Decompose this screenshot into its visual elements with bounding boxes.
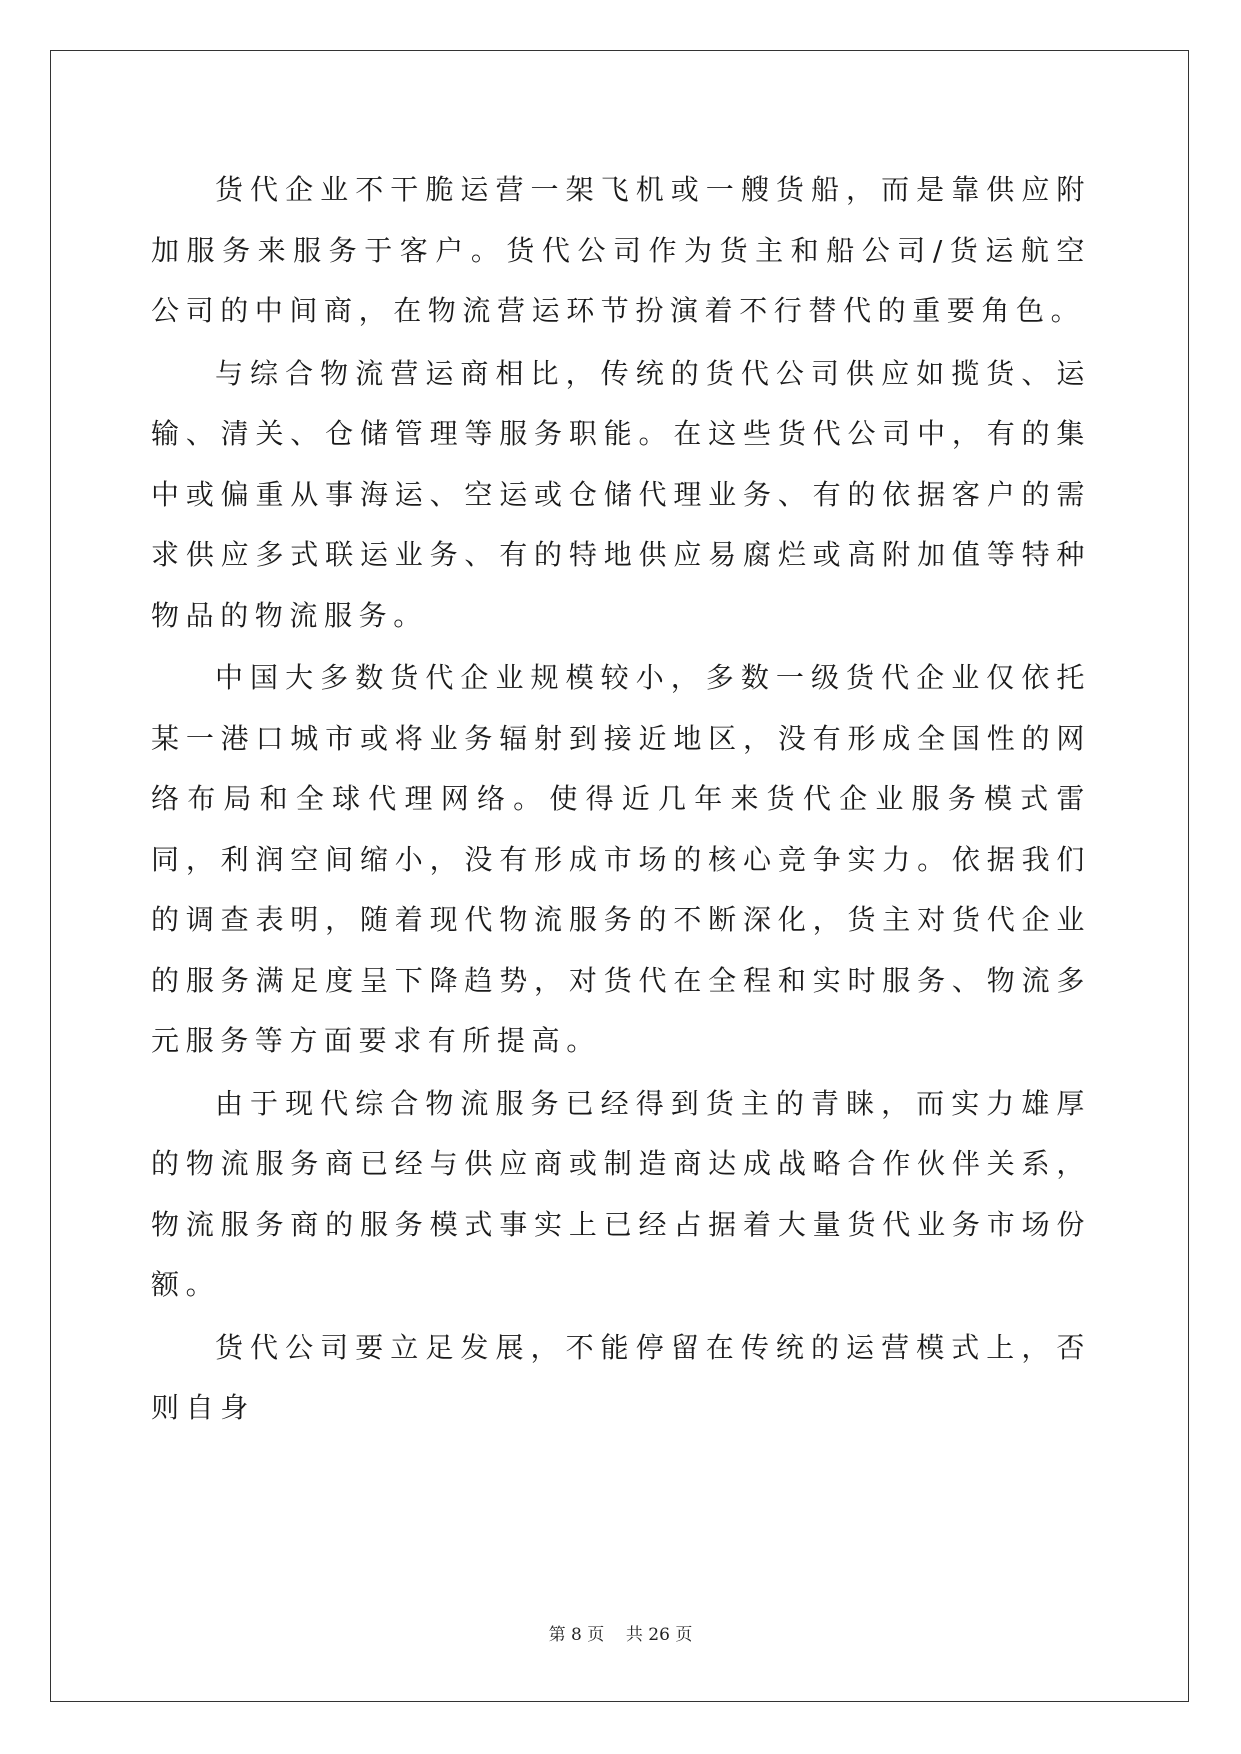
paragraph-2: 与综合物流营运商相比，传统的货代公司供应如揽货、运输、清关、仓储管理等服务职能。在这些货代公司中，有的集中或偏重从事海运、空运或仓储代理业务、有的依据客户的需求供应多式联运业务、有的特地供应易腐烂或高附加值等特种物品的物流服务。: [151, 356, 1091, 632]
page-footer: [0, 1620, 1241, 1645]
paragraph-3: 中国大多数货代企业规模较小，多数一级货代企业仅依托某一港口城市或将业务辐射到接近地区，没有形成全国性的网络布局和全球代理网络。使得近几年来货代企业服务模式雷同，利润空间缩小，没有形成市场的核心竞争实力。依据我们的调查表明，随着现代物流服务的不断深化，货主对货代企业的服务满足度呈下降趋势，对货代在全程和实时服务、物流多元服务等方面要求有所提高。: [151, 661, 1091, 1057]
document-body: [151, 160, 1091, 1441]
paragraph-4: 由于现代综合物流服务已经得到货主的青睐，而实力雄厚的物流服务商已经与供应商或制造商达成战略合作伙伴关系，物流服务商的服务模式事实上已经占据着大量货代业务市场份额。: [151, 1086, 1091, 1301]
paragraph-5: 货代公司要立足发展，不能停留在传统的运营模式上，否则自身: [151, 1330, 1091, 1424]
page-number: 第 8 页: [548, 1625, 605, 1645]
paragraph-1: 货代企业不干脆运营一架飞机或一艘货船，而是靠供应附加服务来服务于客户。货代公司作为货主和船公司/货运航空公司的中间商，在物流营运环节扮演着不行替代的重要角色。: [151, 173, 1091, 327]
page-total: 共 26 页: [625, 1625, 693, 1645]
